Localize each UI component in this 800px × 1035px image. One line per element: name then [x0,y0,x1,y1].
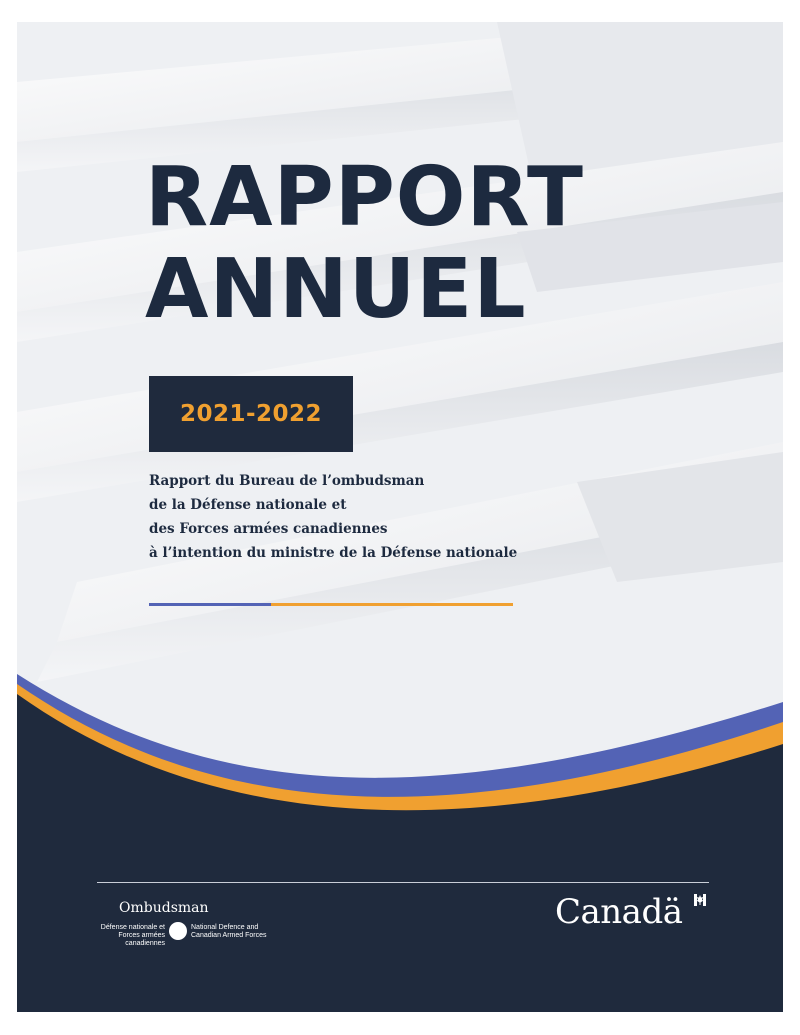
report-cover [17,22,783,1012]
logo-french-text [81,924,165,948]
subtitle-line-2: de la Défense nationale et [149,497,347,513]
title-line-1: RAPPORT [145,150,584,245]
maple-leaf-flag-icon [694,894,706,906]
accent-divider [149,603,513,606]
year-badge [149,376,353,452]
logo-en-line-2: Canadian Armed Forces [191,932,267,939]
accent-divider-blue [149,603,271,606]
ombudsman-circle-icon [169,922,187,940]
logo-fr-line-1: Défense nationale et [100,924,165,931]
logo-en-line-1: National Defence and [191,924,259,931]
footer-divider [97,882,709,883]
canada-wordmark [555,888,715,938]
report-title [145,152,584,336]
wordmark-text: Canadä [555,892,683,932]
title-line-2: ANNUEL [145,242,527,337]
logo-name: Ombudsman [119,900,209,916]
accent-divider-orange [271,603,513,606]
report-subtitle [149,469,569,565]
subtitle-line-1: Rapport du Bureau de l’ombudsman [149,473,425,489]
subtitle-line-4: à l’intention du ministre de la Défense nationale [149,545,518,561]
subtitle-line-3: des Forces armées canadiennes [149,521,388,537]
ombudsman-logo [81,900,281,960]
logo-english-text [191,924,281,940]
year-label: 2021-2022 [179,401,323,427]
logo-fr-line-2: Forces armées canadiennes [118,932,165,947]
